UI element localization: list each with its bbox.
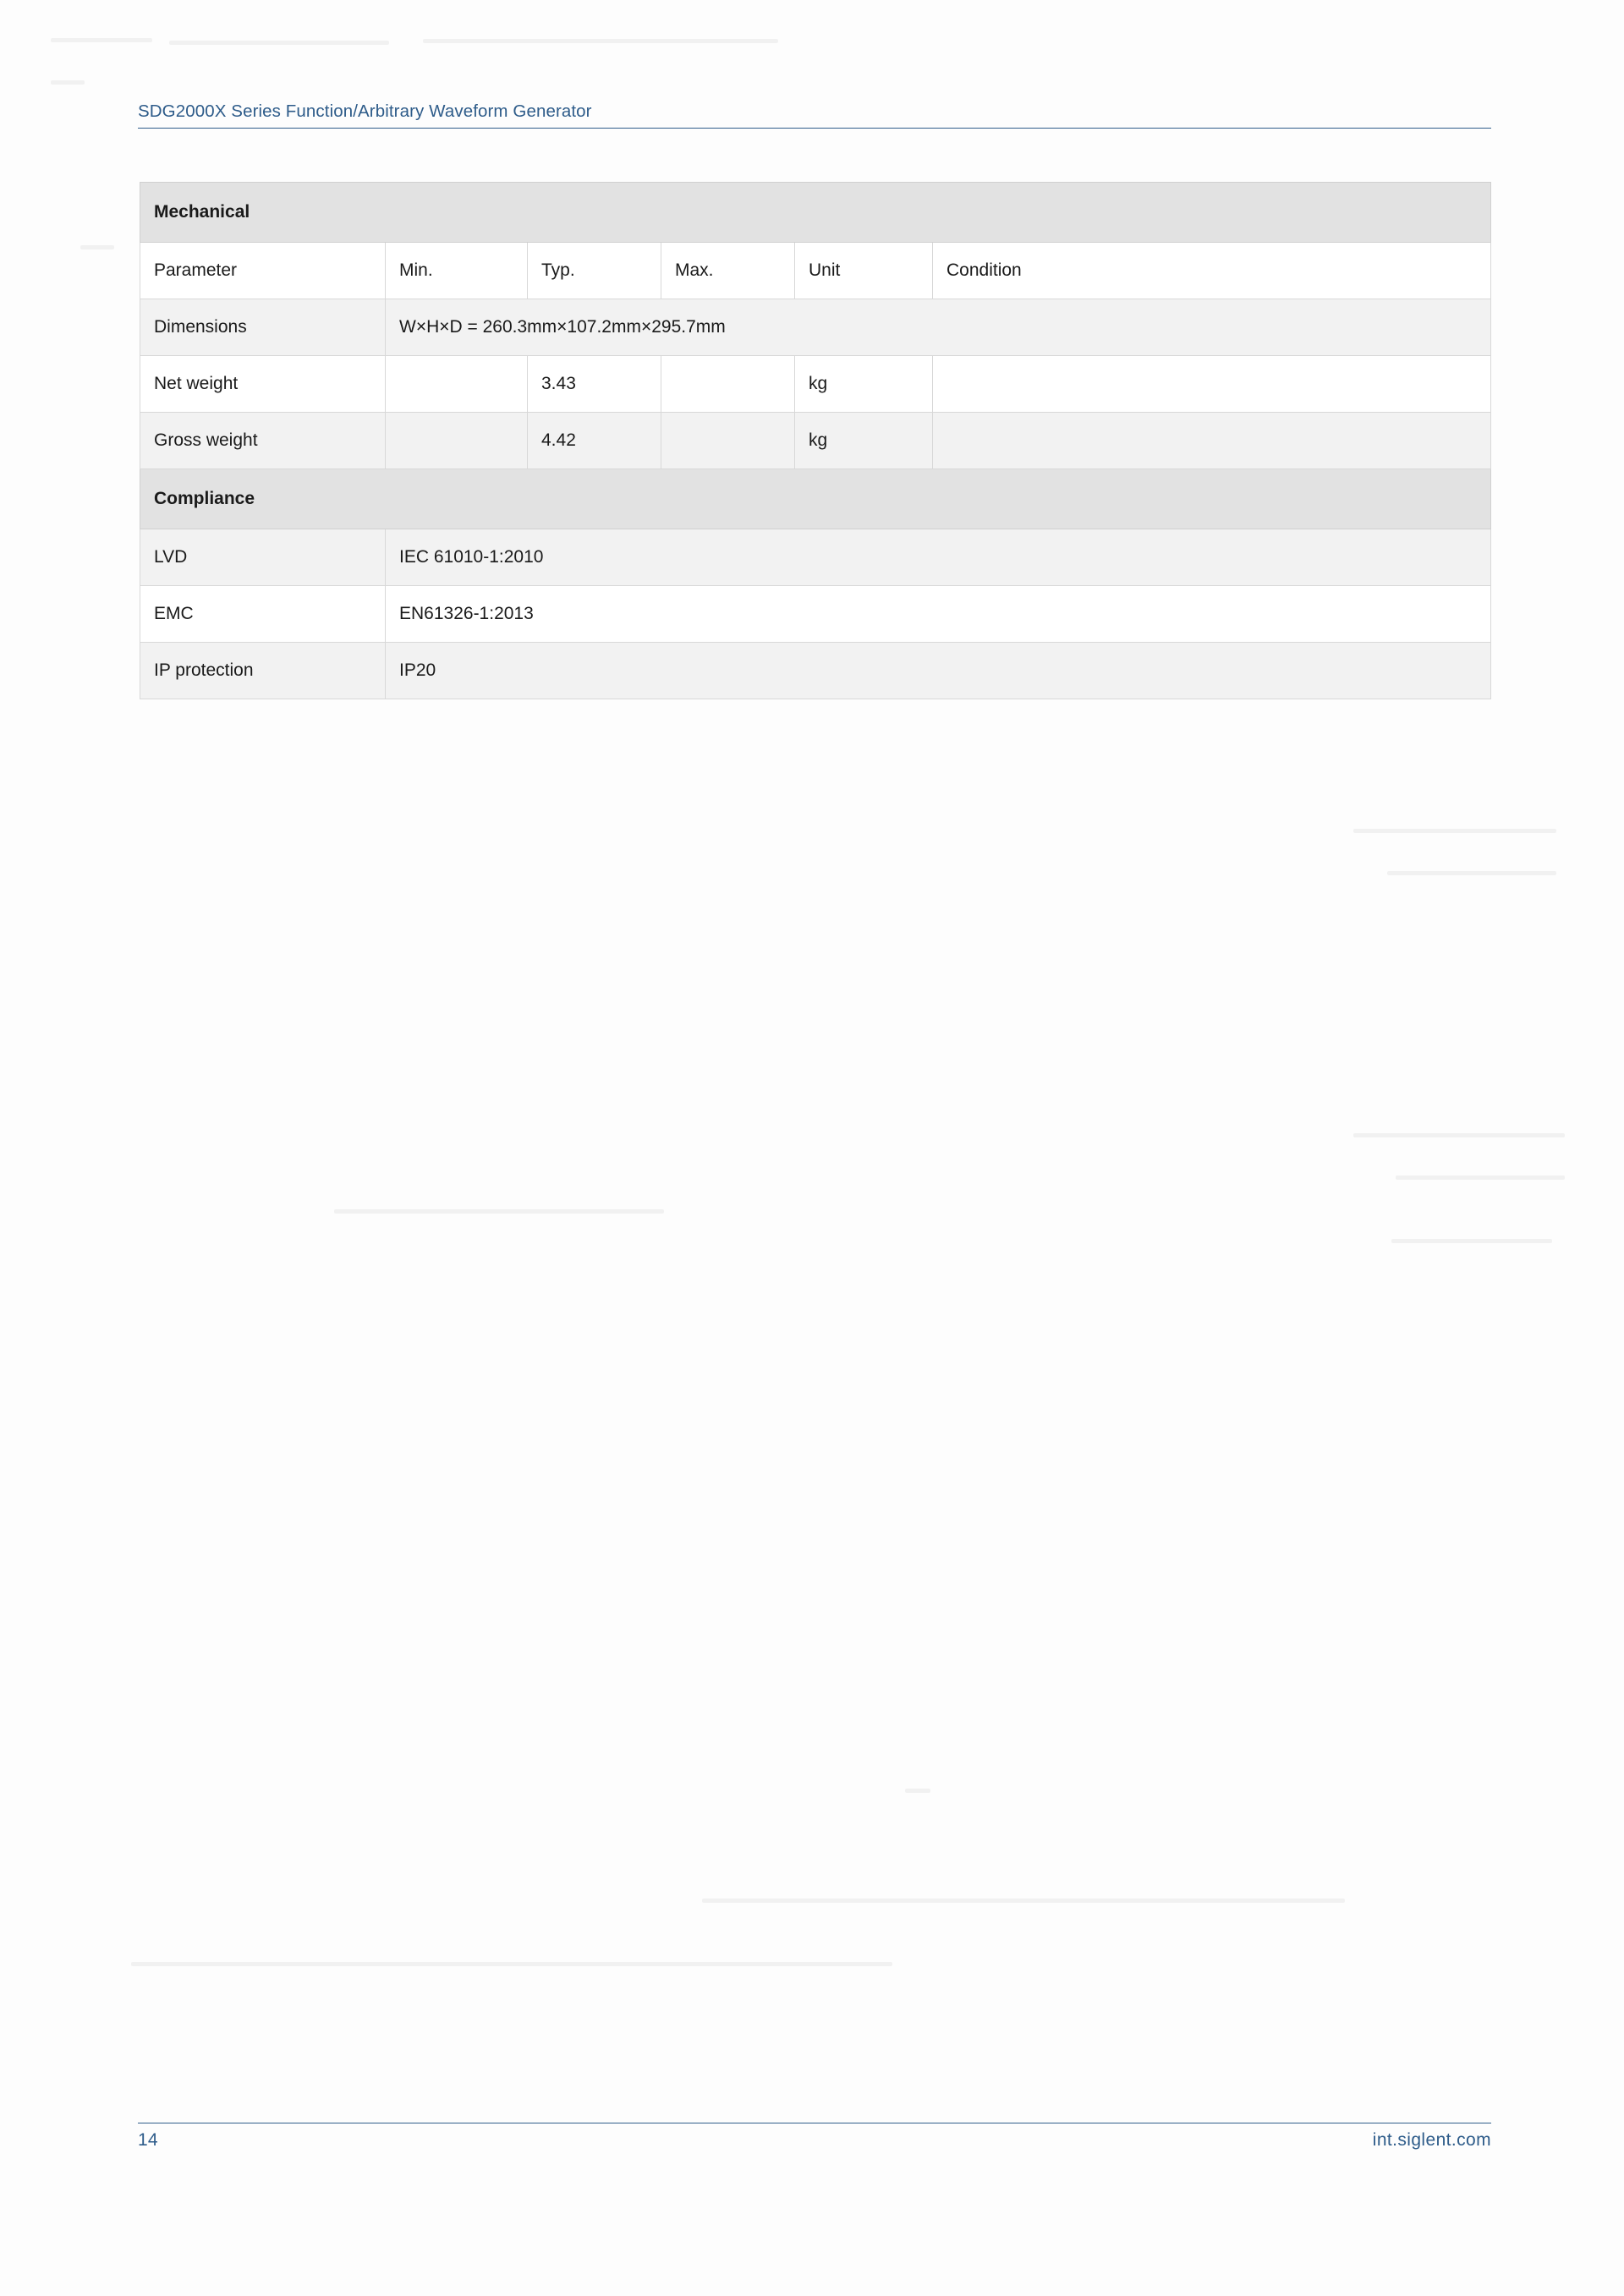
cell-parameter: Net weight: [140, 356, 386, 413]
section-title: Mechanical: [140, 183, 1491, 243]
cell-typ: 3.43: [528, 356, 661, 413]
cell-unit: kg: [795, 356, 933, 413]
table-section-header-compliance: [140, 469, 1491, 529]
cell-unit: kg: [795, 413, 933, 469]
table-row: [140, 586, 1491, 643]
table-row: [140, 529, 1491, 586]
scan-artifact: [423, 39, 778, 43]
cell-parameter: LVD: [140, 529, 386, 586]
header-divider: [138, 128, 1491, 129]
scan-artifact: [51, 38, 152, 42]
column-header-parameter: Parameter: [140, 243, 386, 299]
scan-artifact: [334, 1209, 664, 1214]
scan-artifact: [1396, 1175, 1565, 1180]
footer-website-link[interactable]: int.siglent.com: [1372, 2130, 1491, 2150]
table-row: [140, 643, 1491, 699]
column-header-typ: Typ.: [528, 243, 661, 299]
cell-parameter: Gross weight: [140, 413, 386, 469]
cell-condition: [933, 356, 1491, 413]
column-header-condition: Condition: [933, 243, 1491, 299]
cell-max: [661, 413, 795, 469]
cell-typ: 4.42: [528, 413, 661, 469]
table-row: [140, 299, 1491, 356]
cell-min: [386, 356, 528, 413]
cell-parameter: EMC: [140, 586, 386, 643]
scan-artifact: [1387, 871, 1556, 875]
table-row: [140, 356, 1491, 413]
cell-min: [386, 413, 528, 469]
page-footer: [138, 2123, 1491, 2151]
table-section-header-mechanical: [140, 183, 1491, 243]
cell-value: IEC 61010-1:2010: [386, 529, 1491, 586]
scan-artifact: [1353, 829, 1556, 833]
cell-parameter: Dimensions: [140, 299, 386, 356]
specification-table: [140, 182, 1491, 699]
scan-artifact: [1353, 1133, 1565, 1137]
scan-artifact: [80, 245, 114, 249]
scan-artifact: [131, 1962, 892, 1966]
cell-value: W×H×D = 260.3mm×107.2mm×295.7mm: [386, 299, 1491, 356]
column-header-min: Min.: [386, 243, 528, 299]
column-header-unit: Unit: [795, 243, 933, 299]
page-number: 14: [138, 2130, 158, 2150]
table-column-header-row: [140, 243, 1491, 299]
header-title: SDG2000X Series Function/Arbitrary Waveform Generator: [138, 101, 592, 121]
table-row: [140, 413, 1491, 469]
column-header-max: Max.: [661, 243, 795, 299]
scan-artifact: [1391, 1239, 1552, 1243]
cell-condition: [933, 413, 1491, 469]
scan-artifact: [905, 1789, 930, 1793]
cell-value: EN61326-1:2013: [386, 586, 1491, 643]
scan-artifact: [702, 1899, 1345, 1903]
page-header: [138, 101, 1491, 129]
section-title: Compliance: [140, 469, 1491, 529]
cell-value: IP20: [386, 643, 1491, 699]
scan-artifact: [169, 41, 389, 45]
cell-parameter: IP protection: [140, 643, 386, 699]
scan-artifact: [51, 80, 85, 85]
cell-max: [661, 356, 795, 413]
